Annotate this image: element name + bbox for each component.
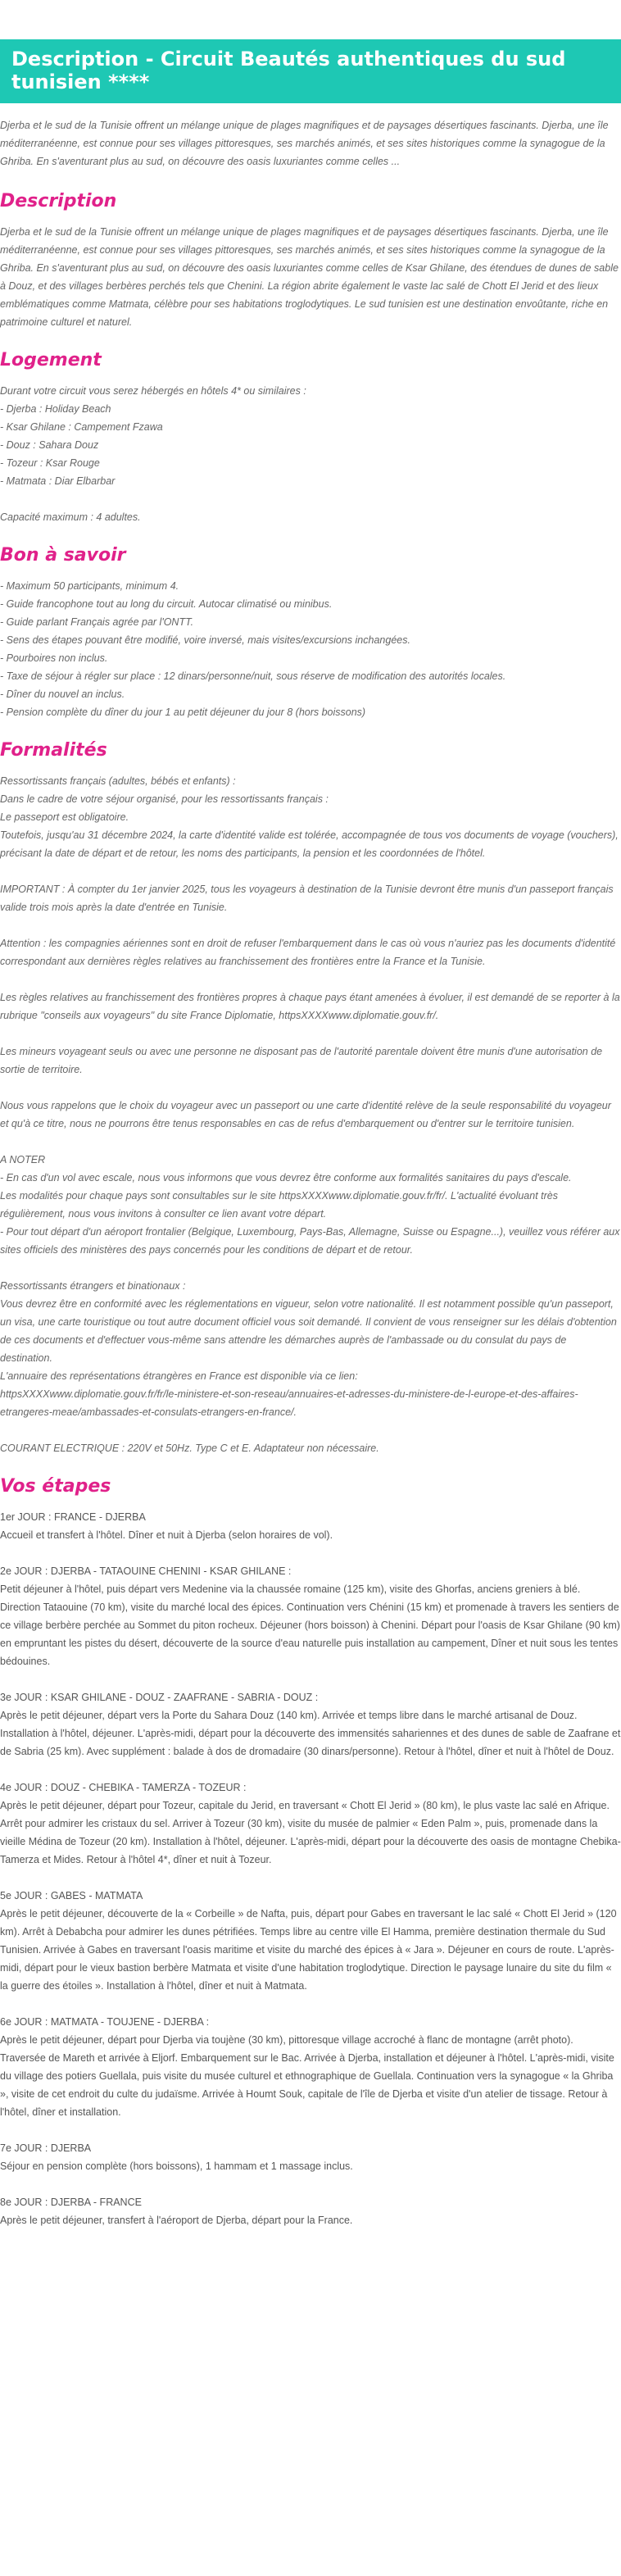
formalites-line: Ressortissants étrangers et binationaux : [0, 1280, 186, 1292]
formalites-paragraph [0, 934, 621, 970]
formalites-line: Les règles relatives au franchissement des frontières propres à chaque pays étant amenées à évoluer, il est demandé de se reporter à la rubrique "conseils aux voyageurs" du site France Diplomatie, httpsXXXXwww.diplomatie.gouv.fr/. [0, 992, 620, 1021]
formalites-line: COURANT ELECTRIQUE : 220V et 50Hz. Type C et E. Adaptateur non nécessaire. [0, 1442, 379, 1454]
day-title: 2e JOUR : DJERBA - TATAOUINE CHENINI - KSAR GHILANE : [0, 1565, 292, 1577]
day-text: Séjour en pension complète (hors boissons), 1 hammam et 1 massage inclus. [0, 2160, 353, 2172]
formalites-paragraph [0, 1439, 621, 1457]
day-text: Après le petit déjeuner, transfert à l'aéroport de Djerba, départ pour la France. [0, 2215, 353, 2226]
description-heading: Description [0, 191, 117, 211]
formalites-paragraph [0, 988, 621, 1024]
formalites-line: Toutefois, jusqu'au 31 décembre 2024, la carte d'identité valide est tolérée, accompagnée de tous vos documents de voyage (vouchers), précisant la date de départ et de retour, les noms des participants, la pension et les coordonnées de l'hôtel. [0, 829, 619, 859]
bon-a-savoir-line: - Taxe de séjour à régler sur place : 12 dinars/personne/nuit, sous réserve de modification des autorités locales. [0, 670, 506, 682]
formalites-line: Nous vous rappelons que le choix du voyageur avec un passeport ou une carte d'identité relève de la seule responsabilité du voyageur et qu'à ce titre, nous ne pourrons être tenus responsables en cas de refus d'embarquement ou d'entrer sur le territoire tunisien. [0, 1100, 611, 1129]
day-title: 1er JOUR : FRANCE - DJERBA [0, 1511, 146, 1523]
day-title: 4e JOUR : DOUZ - CHEBIKA - TAMERZA - TOZEUR : [0, 1782, 247, 1793]
formalites-section [0, 739, 621, 1457]
formalites-line: Vous devrez être en conformité avec les réglementations en vigueur, selon votre nationalité. Il est notamment possible qu'un passeport, un visa, une carte touristique ou tout autre document officiel vous soit demandé. Il convient de vous renseigner sur les délais d'obtention de ces documents et d'effectuer vous-même sans attendre les démarches auprès de l'ambassade ou du consulat du pays de destination. [0, 1298, 617, 1364]
formalites-line: L'annuaire des représentations étrangères en France est disponible via ce lien: [0, 1370, 358, 1382]
formalites-line: IMPORTANT : À compter du 1er janvier 2025, tous les voyageurs à destination de la Tunisie devront être munis d'un passeport français valide trois mois après la date d'entrée en Tunisie. [0, 884, 614, 913]
formalites-paragraph [0, 880, 621, 916]
formalites-paragraph [0, 1097, 621, 1133]
logement-heading: Logement [0, 350, 102, 370]
page-title: Description - Circuit Beautés authentiques du sud tunisien **** [0, 39, 621, 103]
etapes-section [0, 1475, 621, 2229]
day-item [0, 2013, 621, 2121]
logement-section [0, 349, 621, 526]
bon-a-savoir-line: - Pension complète du dîner du jour 1 au petit déjeuner du jour 8 (hors boissons) [0, 706, 366, 718]
day-item [0, 2139, 621, 2175]
formalites-paragraph [0, 772, 621, 862]
formalites-line: Attention : les compagnies aériennes sont en droit de refuser l'embarquement dans le cas où vous n'auriez pas les documents d'identité correspondant aux dernières règles relatives au franchissement des frontières entre la France et la Tunisie. [0, 938, 616, 967]
day-text: Après le petit déjeuner, départ vers la Porte du Sahara Douz (140 km). Arrivée et temps libre dans le marché artisanal de Douz. Installation à l'hôtel, déjeuner. L'après-midi, départ pour la découverte des immensités sahariennes et des dunes de sable de Zaafrane et de Sabria (25 km). Avec supplément : balade à dos de dromadaire (30 dinars/personne). Retour à l'hôtel, dîner et nuit à l'hôtel de Douz. [0, 1710, 621, 1757]
bon-a-savoir-section [0, 544, 621, 721]
day-title: 8e JOUR : DJERBA - FRANCE [0, 2197, 142, 2208]
bon-a-savoir-line: - Guide francophone tout au long du circuit. Autocar climatisé ou minibus. [0, 598, 333, 610]
description-section [0, 190, 621, 331]
bon-a-savoir-line: - Sens des étapes pouvant être modifié, voire inversé, mais visites/excursions inchangées. [0, 634, 410, 646]
formalites-line: - Pour tout départ d'un aéroport frontalier (Belgique, Luxembourg, Pays-Bas, Allemagne, Suisse ou Espagne...), veuillez vous référer aux sites officiels des ministères des pays concernés pour les conditions de départ et de retour. [0, 1226, 620, 1256]
day-item [0, 1562, 621, 1670]
day-text: Accueil et transfert à l'hôtel. Dîner et nuit à Djerba (selon horaires de vol). [0, 1529, 333, 1541]
logement-line: - Tozeur : Ksar Rouge [0, 457, 100, 469]
day-item [0, 1688, 621, 1760]
bon-a-savoir-heading: Bon à savoir [0, 545, 126, 566]
day-title: 3e JOUR : KSAR GHILANE - DOUZ - ZAAFRANE - SABRIA - DOUZ : [0, 1692, 319, 1703]
formalites-line: - En cas d'un vol avec escale, nous vous informons que vous devrez être conforme aux formalités sanitaires du pays d'escale. [0, 1172, 572, 1184]
day-title: 5e JOUR : GABES - MATMATA [0, 1890, 143, 1901]
etapes-heading: Vos étapes [0, 1476, 111, 1497]
formalites-line: Les mineurs voyageant seuls ou avec une personne ne disposant pas de l'autorité parentale doivent être munis d'une autorisation de sortie de territoire. [0, 1046, 603, 1075]
formalites-paragraph [0, 1043, 621, 1079]
day-text: Après le petit déjeuner, départ pour Tozeur, capitale du Jerid, en traversant « Chott El Jerid » (80 km), le plus vaste lac salé en Afrique. Arrêt pour admirer les cristaux du sel. Arriver à Tozeur (30 km), visite du musée de palmier « Eden Palm », puis, promenade dans la vieille Médina de Tozeur (20 km). Installation à l'hôtel, déjeuner. L'après-midi, départ pour la découverte des oasis de montagne Chebika-Tamerza et Mides. Retour à l'hôtel 4*, dîner et nuit à Tozeur. [0, 1800, 621, 1865]
formalites-line: Dans le cadre de votre séjour organisé, pour les ressortissants français : [0, 793, 329, 805]
description-text: Djerba et le sud de la Tunisie offrent un mélange unique de plages magnifiques et de paysages désertiques fascinants. Djerba, une île méditerranéenne, est connue pour ses villages pittoresques, ses marchés animés, et ses sites historiques comme la synagogue de la Ghriba. En s'aventurant plus au sud, on découvre des oasis luxuriantes comme celles de Ksar Ghilane, des étendues de dunes de sable à Douz, et des villages berbères perchés tels que Chenini. La région abrite également le vaste lac salé de Chott El Jerid et des lieux emblématiques comme Matmata, célèbre pour ses habitations troglodytiques. Le sud tunisien est une destination envoûtante, riche en patrimoine culturel et naturel. [0, 226, 619, 328]
day-text: Après le petit déjeuner, découverte de la « Corbeille » de Nafta, puis, départ pour Gabes en traversant le lac salé « Chott El Jerid » (120 km). Arrêt à Debabcha pour admirer les dunes pétrifiées. Temps libre au centre ville El Hamma, première destination thermale du Sud Tunisien. Arrivée à Gabes en traversant l'oasis maritime et visite du marché des épices à « Jara ». Déjeuner en cours de route. L'après-midi, départ pour le vieux bastion berbère Matmata et visite d'une habitation troglodytique. Direction le paysage lunaire du site du film « la guerre des étoiles ». Installation à l'hôtel, dîner et nuit à Matmata. [0, 1908, 617, 1992]
logement-capacity: Capacité maximum : 4 adultes. [0, 511, 141, 523]
logement-line: - Ksar Ghilane : Campement Fzawa [0, 421, 163, 433]
bon-a-savoir-line: - Maximum 50 participants, minimum 4. [0, 580, 179, 592]
day-item [0, 2193, 621, 2229]
formalites-line: httpsXXXXwww.diplomatie.gouv.fr/fr/le-ministere-et-son-reseau/annuaires-et-adresses-du-ministere-de-l-europe-et-des-affaires-etrangeres-meae/ambassades-et-consulats-etrangers-en-france/. [0, 1388, 578, 1418]
day-title: 7e JOUR : DJERBA [0, 2142, 92, 2154]
day-item [0, 1779, 621, 1869]
day-text: Après le petit déjeuner, départ pour Djerba via toujène (30 km), pittoresque village accroché à flanc de montagne (arrêt photo). Traversée de Mareth et arrivée à Eljorf. Embarquement sur le Bac. Arrivée à Djerba, installation et déjeuner à l'hôtel. L'après-midi, visite du village des potiers Guellala, puis visite du musée culturel et ethnographique de Guellala. Continuation vers la synagogue « la Ghriba », visite de cet endroit du culte du judaïsme. Arrivée à Houmt Souk, capitale de l'île de Djerba et visite d'un atelier de tissage. Retour à l'hôtel, dîner et installation. [0, 2034, 614, 2118]
day-item [0, 1508, 621, 1544]
day-text: Petit déjeuner à l'hôtel, puis départ vers Medenine via la chaussée romaine (125 km), visite des Ghorfas, anciens greniers à blé. Direction Tataouine (70 km), visite du marché local des épices. Continuation vers Chénini (15 km) et promenade à travers les sentiers de ce village berbère perchée au Sommet du piton rocheux. Déjeuner (hors boisson) à Chenini. Départ pour l'oasis de Ksar Ghilane (90 km) en empruntant les pistes du désert, découverte de la source d'eau naturelle puis installation au campement, Dîner et nuit sous les tentes bédouines. [0, 1583, 620, 1667]
formalites-paragraph [0, 1151, 621, 1259]
formalites-line: Ressortissants français (adultes, bébés et enfants) : [0, 775, 236, 787]
formalites-line: Les modalités pour chaque pays sont consultables sur le site httpsXXXXwww.diplomatie.gouv.fr/fr/. L'actualité évoluant très régulièrement, nous vous invitons à consulter ce lien avant votre départ. [0, 1190, 558, 1220]
bon-a-savoir-line: - Pourboires non inclus. [0, 652, 108, 664]
bon-a-savoir-line: - Guide parlant Français agrée par l'ONTT. [0, 616, 194, 628]
bon-a-savoir-line: - Dîner du nouvel an inclus. [0, 688, 125, 700]
intro-text: Djerba et le sud de la Tunisie offrent un mélange unique de plages magnifiques et de paysages désertiques fascinants. Djerba, une île méditerranéenne, est connue pour ses villages pittoresques, ses marchés animés, et ses sites historiques comme la synagogue de la Ghriba. En s'aventurant plus au sud, on découvre des oasis luxuriantes comme celles ... [0, 120, 609, 167]
logement-line: - Douz : Sahara Douz [0, 439, 99, 451]
day-title: 6e JOUR : MATMATA - TOUJENE - DJERBA : [0, 2016, 210, 2028]
formalites-heading: Formalités [0, 740, 107, 761]
logement-line: - Djerba : Holiday Beach [0, 403, 111, 415]
formalites-line: A NOTER [0, 1154, 46, 1165]
day-item [0, 1887, 621, 1995]
page [0, 39, 621, 2229]
logement-line: Durant votre circuit vous serez hébergés en hôtels 4* ou similaires : [0, 385, 306, 397]
formalites-paragraph [0, 1277, 621, 1421]
logement-line: - Matmata : Diar Elbarbar [0, 475, 116, 487]
formalites-line: Le passeport est obligatoire. [0, 811, 129, 823]
